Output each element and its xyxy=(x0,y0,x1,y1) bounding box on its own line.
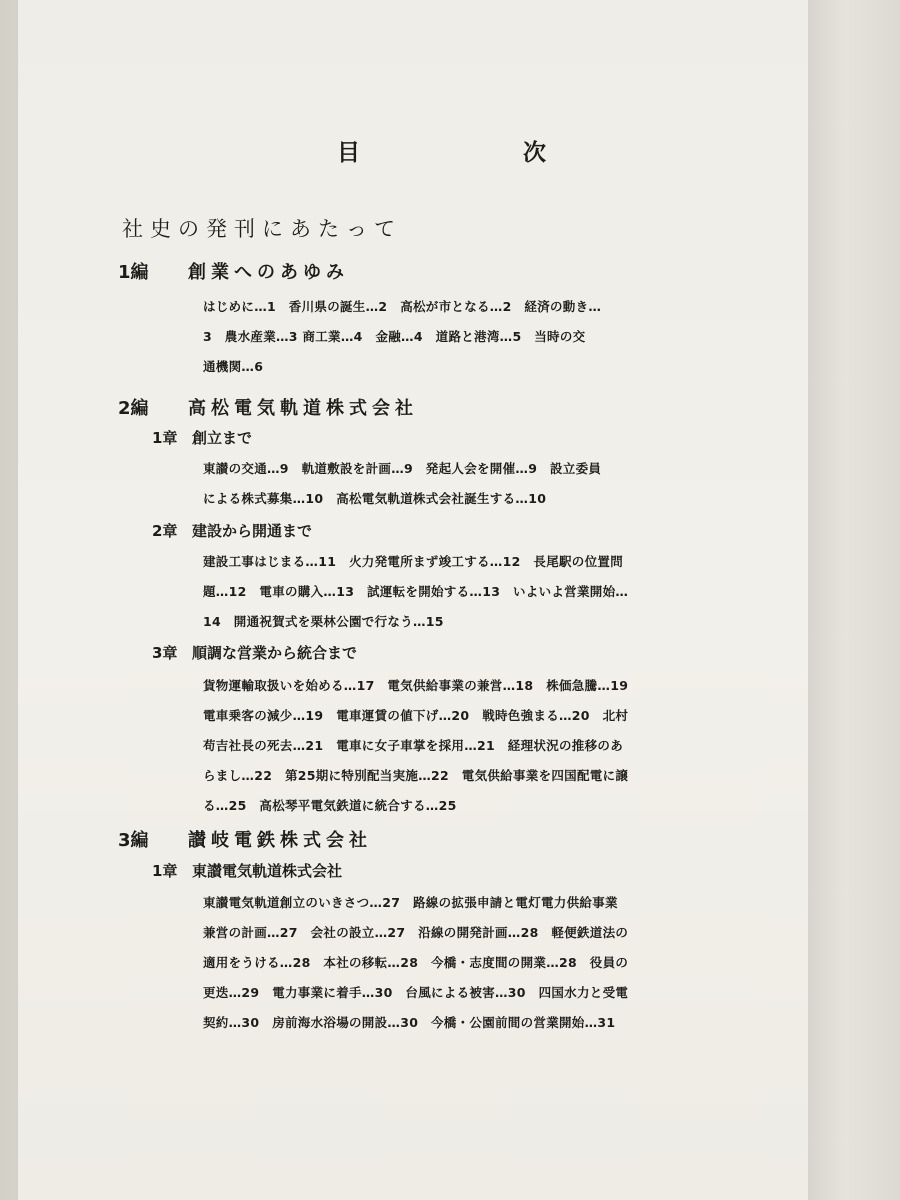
part-heading-2 xyxy=(118,394,418,420)
part-heading-1 xyxy=(118,258,349,284)
part-heading-3 xyxy=(118,826,372,852)
part-title: 讃岐電鉄株式会社 xyxy=(188,830,372,851)
chapter-heading xyxy=(152,860,342,881)
toc-entry-line: 苟吉社長の死去…21 電車に女子車掌を採用…21 経理状況の推移のあ xyxy=(203,738,623,753)
toc-entry-line: 14 開通祝賀式を栗林公園で行なう…15 xyxy=(203,614,444,629)
toc-entry-line: 契約…30 房前海水浴場の開設…30 今橋・公園前間の営業開始…31 xyxy=(203,1015,616,1030)
toc-foreword: 社史の発刊にあたって xyxy=(122,217,402,241)
chapter-title: 東讃電気軌道株式会社 xyxy=(192,862,343,880)
toc-entry-line: による株式募集…10 高松電気軌道株式会社誕生する…10 xyxy=(203,491,547,506)
chapter-title: 順調な営業から統合まで xyxy=(192,644,358,662)
chapter-number: 1章 xyxy=(152,862,178,880)
toc-entry-line: 題…12 電車の購入…13 試運転を開始する…13 いよいよ営業開始… xyxy=(203,584,629,599)
chapter-heading xyxy=(152,520,312,541)
toc-entry-line: 兼営の計画…27 会社の設立…27 沿線の開発計画…28 軽便鉄道法の xyxy=(203,925,629,940)
chapter-heading xyxy=(152,427,252,448)
toc-entry-line: 通機関…6 xyxy=(203,359,264,374)
toc-entry-line: 適用をうける…28 本社の移転…28 今橋・志度間の開業…28 役員の xyxy=(203,955,629,970)
toc-entry-line: 貨物運輸取扱いを始める…17 電気供給事業の兼営…18 株価急騰…19 xyxy=(203,678,629,693)
chapter-title: 建設から開通まで xyxy=(192,522,313,540)
toc-entry-line: はじめに…1 香川県の誕生…2 高松が市となる…2 経済の動き… xyxy=(203,299,602,314)
part-title: 高松電気軌道株式会社 xyxy=(188,398,418,419)
page-title: 目 次 xyxy=(337,139,616,166)
part-number: 3編 xyxy=(118,830,149,851)
toc-entry-line: 電車乗客の減少…19 電車運賃の値下げ…20 戦時色強まる…20 北村 xyxy=(203,708,629,723)
toc-entry-line: る…25 高松琴平電気鉄道に統合する…25 xyxy=(203,798,457,813)
part-number: 2編 xyxy=(118,398,149,419)
toc-entry-line: 更迭…29 電力事業に着手…30 台風による被害…30 四国水力と受電 xyxy=(203,985,629,1000)
next-page-edge xyxy=(808,0,900,1200)
chapter-number: 3章 xyxy=(152,644,178,662)
toc-entry-line: 東讃電気軌道創立のいきさつ…27 路線の拡張申請と電灯電力供給事業 xyxy=(203,895,618,910)
chapter-number: 1章 xyxy=(152,429,178,447)
part-title: 創業へのあゆみ xyxy=(188,262,349,283)
part-number: 1編 xyxy=(118,262,149,283)
chapter-number: 2章 xyxy=(152,522,178,540)
chapter-heading xyxy=(152,642,357,663)
chapter-title: 創立まで xyxy=(192,429,253,447)
toc-entry-line: らまし…22 第25期に特別配当実施…22 電気供給事業を四国配電に譲 xyxy=(203,768,629,783)
toc-entry-line: 3 農水産業…3 商工業…4 金融…4 道路と港湾…5 当時の交 xyxy=(203,329,586,344)
toc-entry-line: 建設工事はじまる…11 火力発電所まず竣工する…12 長尾駅の位置問 xyxy=(203,554,623,569)
toc-entry-line: 東讃の交通…9 軌道敷設を計画…9 発起人会を開催…9 設立委員 xyxy=(203,461,602,476)
